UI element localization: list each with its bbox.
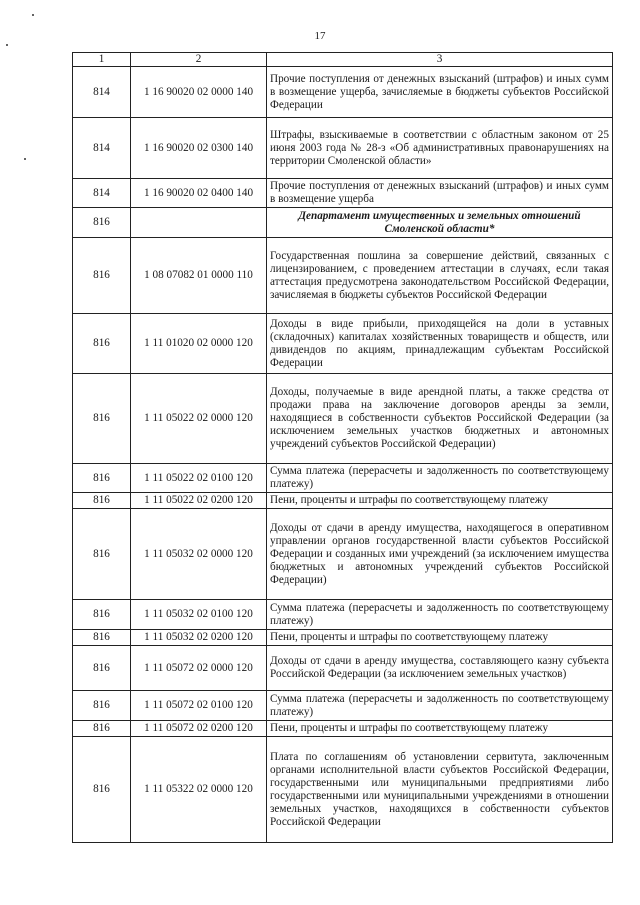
revenue-description: Государственная пошлина за совершение действий, связанных с лицензированием, с проведением аттестации в случаях, если такая аттестация предусмотрена законодательством Российской Федерации, зачисляемая в бюджеты субъектов Российской Федерации: [267, 238, 613, 314]
revenue-description: Доходы в виде прибыли, приходящейся на доли в уставных (складочных) капиталах хозяйственных товариществ и обществ, или дивидендов по акциям, принадлежащим субъектам Российской Федерации: [267, 314, 613, 374]
administrator-code: 816: [73, 691, 131, 721]
table-row: [73, 600, 613, 630]
budget-classification-code: 1 11 05022 02 0000 120: [131, 374, 267, 464]
table-row: [73, 509, 613, 600]
column-header-2: 2: [131, 53, 267, 67]
budget-classification-code: [131, 208, 267, 238]
administrator-code: 816: [73, 600, 131, 630]
table-row: [73, 67, 613, 118]
budget-classification-code: 1 11 05032 02 0000 120: [131, 509, 267, 600]
administrator-code: 816: [73, 630, 131, 646]
administrator-code: 816: [73, 314, 131, 374]
revenue-description: Доходы, получаемые в виде арендной платы, а также средства от продажи права на заключение договоров аренды за земли, находящиеся в собственности субъектов Российской Федерации (за исключением земельных участков бюджетных и автономных учреждений субъектов Российской Федерации): [267, 374, 613, 464]
administrator-code: 814: [73, 118, 131, 179]
revenue-description: Сумма платежа (перерасчеты и задолженность по соответствующему платежу): [267, 464, 613, 493]
revenue-description: Прочие поступления от денежных взысканий (штрафов) и иных сумм в возмещение ущерба: [267, 179, 613, 208]
budget-classification-code: 1 16 90020 02 0000 140: [131, 67, 267, 118]
administrator-code: 814: [73, 67, 131, 118]
administrator-code: 816: [73, 509, 131, 600]
administrator-code: 816: [73, 464, 131, 493]
administrator-code: 816: [73, 374, 131, 464]
revenue-description: Пени, проценты и штрафы по соответствующему платежу: [267, 493, 613, 509]
scan-speck: [6, 44, 8, 46]
table-row: [73, 721, 613, 737]
revenue-codes-table: [72, 52, 613, 843]
scan-speck: [24, 158, 26, 160]
revenue-description: Пени, проценты и штрафы по соответствующему платежу: [267, 721, 613, 737]
revenue-description: Плата по соглашениям об установлении сервитута, заключенным органами исполнительной власти субъектов Российской Федерации, государственными или муниципальными предприятиями либо государственными или муниципальными учреждениями в отношении земельных участков, находящихся в собственности субъектов Российской Федерации: [267, 737, 613, 843]
revenue-description: Доходы от сдачи в аренду имущества, находящегося в оперативном управлении органов государственной власти субъектов Российской Федерации и созданных ими учреждений (за исключением имущества бюджетных и автономных учреждений субъектов Российской Федерации): [267, 509, 613, 600]
revenue-description: Штрафы, взыскиваемые в соответствии с областным законом от 25 июня 2003 года № 28-з «Об административных правонарушениях на территории Смоленской области»: [267, 118, 613, 179]
revenue-description: Прочие поступления от денежных взысканий (штрафов) и иных сумм в возмещение ущерба, зачисляемые в бюджеты субъектов Российской Федерации: [267, 67, 613, 118]
table-header-row: [73, 53, 613, 67]
administrator-code: 816: [73, 208, 131, 238]
table-row: [73, 464, 613, 493]
scan-speck: [32, 14, 34, 16]
budget-classification-code: 1 11 05032 02 0100 120: [131, 600, 267, 630]
administrator-code: 816: [73, 646, 131, 691]
column-header-3: 3: [267, 53, 613, 67]
table-row: [73, 208, 613, 238]
table-row: [73, 238, 613, 314]
table-row: [73, 630, 613, 646]
page-number: 17: [314, 30, 326, 42]
revenue-description: Сумма платежа (перерасчеты и задолженность по соответствующему платежу): [267, 691, 613, 721]
budget-classification-code: 1 08 07082 01 0000 110: [131, 238, 267, 314]
budget-classification-code: 1 11 01020 02 0000 120: [131, 314, 267, 374]
budget-classification-code: 1 11 05072 02 0100 120: [131, 691, 267, 721]
table-row: [73, 737, 613, 843]
column-header-1: 1: [73, 53, 131, 67]
table-row: [73, 314, 613, 374]
department-heading: Департамент имущественных и земельных отношений Смоленской области*: [267, 208, 613, 238]
table-row: [73, 179, 613, 208]
table-row: [73, 374, 613, 464]
budget-classification-code: 1 11 05022 02 0200 120: [131, 493, 267, 509]
administrator-code: 814: [73, 179, 131, 208]
budget-classification-code: 1 16 90020 02 0300 140: [131, 118, 267, 179]
table-row: [73, 691, 613, 721]
administrator-code: 816: [73, 721, 131, 737]
budget-classification-code: 1 11 05072 02 0200 120: [131, 721, 267, 737]
table-row: [73, 493, 613, 509]
table-row: [73, 118, 613, 179]
budget-classification-code: 1 11 05072 02 0000 120: [131, 646, 267, 691]
budget-classification-code: 1 11 05032 02 0200 120: [131, 630, 267, 646]
table-row: [73, 646, 613, 691]
administrator-code: 816: [73, 737, 131, 843]
budget-classification-code: 1 11 05022 02 0100 120: [131, 464, 267, 493]
revenue-description: Пени, проценты и штрафы по соответствующему платежу: [267, 630, 613, 646]
budget-classification-code: 1 11 05322 02 0000 120: [131, 737, 267, 843]
revenue-description: Сумма платежа (перерасчеты и задолженность по соответствующему платежу): [267, 600, 613, 630]
revenue-description: Доходы от сдачи в аренду имущества, составляющего казну субъекта Российской Федерации (за исключением земельных участков): [267, 646, 613, 691]
administrator-code: 816: [73, 493, 131, 509]
budget-classification-code: 1 16 90020 02 0400 140: [131, 179, 267, 208]
administrator-code: 816: [73, 238, 131, 314]
